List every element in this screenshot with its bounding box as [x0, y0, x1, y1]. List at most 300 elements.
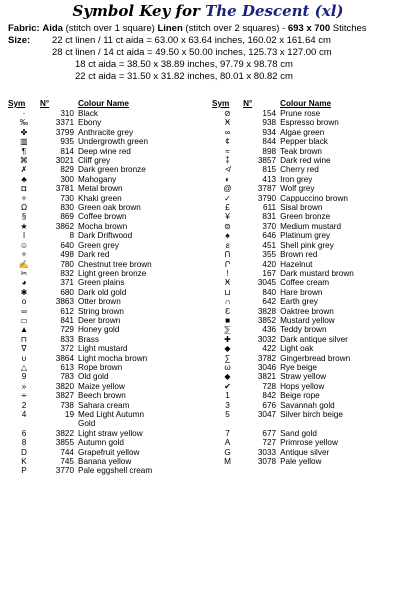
table-row	[212, 382, 416, 391]
thread-number-cell: 3857	[257, 156, 277, 166]
symbol-cell: ■	[225, 315, 231, 325]
thread-number-cell: 498	[60, 250, 74, 260]
table-row	[212, 363, 416, 372]
size-line-1: 22 ct linen / 11 ct aida = 63.00 x 63.64 inches, 160.02 x 161.64 cm	[52, 35, 331, 46]
colour-name-cell: String brown	[78, 306, 124, 316]
symbol-cell: 8	[21, 438, 27, 448]
colour-name-cell: Undergrowth green	[78, 137, 149, 147]
symbol-cell: Ր	[224, 259, 231, 269]
colour-name-cell: Mustard yellow	[280, 315, 335, 325]
table-row	[8, 231, 218, 240]
symbol-cell: ⅀	[224, 325, 231, 335]
thread-number-cell: 436	[262, 325, 277, 335]
table-row	[8, 401, 218, 410]
table-row	[8, 316, 218, 325]
header-sym: Sym	[212, 99, 230, 108]
thread-number-cell: 8	[69, 231, 74, 241]
table-row	[212, 241, 416, 250]
thread-number-cell: 3770	[55, 466, 74, 476]
thread-number-cell: 613	[60, 362, 74, 372]
thread-number-cell: 934	[262, 127, 277, 137]
symbol-cell: ✱	[20, 287, 28, 297]
thread-number-cell: 815	[262, 165, 277, 175]
colour-name-cell: Coffee brown	[78, 212, 127, 222]
thread-number-cell: 300	[60, 174, 74, 184]
symbol-cell: ‰	[19, 118, 29, 128]
table-row	[212, 401, 416, 410]
thread-number-cell: 646	[262, 231, 277, 241]
colour-name-cell: Prune rose	[280, 109, 321, 118]
symbol-cell: ≈	[225, 146, 230, 156]
table-row	[212, 354, 416, 363]
colour-name-cell: Deep wine red	[78, 146, 131, 156]
thread-number-cell: 840	[262, 287, 277, 297]
table-row	[8, 363, 218, 372]
colour-name-cell: Cherry red	[280, 165, 319, 175]
symbol-cell: ·	[22, 109, 26, 118]
symbol-cell: ★	[20, 221, 28, 231]
colour-name-cell: Dark antique silver	[280, 334, 348, 344]
symbol-cell: D	[21, 447, 27, 457]
symbol-cell: △	[20, 362, 28, 372]
page-title	[0, 2, 416, 20]
header-sym: Sym	[8, 99, 26, 108]
colour-name-cell: Gingerbread brown	[280, 353, 351, 363]
table-row	[212, 457, 416, 466]
thread-number-cell: 727	[262, 438, 277, 448]
thread-number-cell: 3862	[55, 221, 74, 231]
colour-name-cell: Metal brown	[78, 184, 123, 194]
colour-name-cell: Brown red	[280, 250, 318, 260]
thread-number-cell: 814	[60, 146, 74, 156]
table-row	[212, 429, 416, 438]
colour-name-cell: Mocha brown	[78, 221, 128, 231]
thread-number-cell: 3078	[257, 457, 277, 467]
thread-number-cell: 3855	[55, 438, 74, 448]
colour-name-cell: Dark green bronze	[78, 165, 146, 175]
table-row	[8, 354, 218, 363]
thread-number-cell: 612	[60, 306, 74, 316]
symbol-cell: υ	[21, 353, 27, 363]
table-row	[212, 222, 416, 231]
symbol-cell: ∞	[224, 127, 231, 137]
fabric-aida: Aida	[42, 23, 63, 34]
thread-number-cell: 3781	[55, 184, 74, 194]
symbol-cell: 7	[225, 428, 230, 438]
table-row	[8, 457, 218, 466]
symbol-cell: Ո	[224, 250, 231, 260]
size-label: Size:	[8, 35, 31, 46]
colour-name-cell: Med Light Autumn	[78, 410, 144, 419]
thread-number-cell: 422	[262, 344, 277, 354]
thread-number-cell: 3822	[55, 428, 74, 438]
thread-number-cell	[40, 419, 78, 428]
table-row	[8, 382, 218, 391]
thread-number-cell: 3827	[55, 391, 74, 401]
symbol-cell: 3	[225, 400, 230, 410]
symbol-cell: »	[21, 381, 27, 391]
table-row	[212, 307, 416, 316]
thread-number-cell: 3864	[55, 353, 74, 363]
symbol-cell: ✗	[20, 165, 28, 175]
colour-name-cell: Primrose yellow	[280, 438, 338, 448]
colour-name-cell: Honey gold	[78, 325, 120, 335]
table-row	[8, 212, 218, 221]
table-row	[212, 344, 416, 353]
table-row	[212, 250, 416, 259]
table-row	[8, 250, 218, 259]
table-row	[8, 156, 218, 165]
table-row	[8, 288, 218, 297]
thread-number-cell: 370	[262, 221, 277, 231]
colour-name-cell: Iron grey	[280, 174, 313, 184]
stitch-label: Stitches	[332, 23, 367, 34]
symbol-cell: P	[21, 466, 27, 476]
colour-name-cell: Silver birch beige	[280, 410, 343, 419]
table-row	[212, 335, 416, 344]
symbol-cell	[8, 419, 40, 428]
symbol-cell: ◐	[225, 174, 231, 184]
colour-name-cell: Medium mustard	[280, 221, 342, 231]
symbol-cell: @	[223, 184, 232, 194]
symbol-cell: ⊔	[224, 287, 231, 297]
thread-number-cell: 451	[262, 240, 277, 250]
thread-number-cell: 3045	[257, 278, 277, 288]
thread-number-cell: 869	[60, 212, 74, 222]
table-row	[8, 269, 218, 278]
table-row	[8, 391, 218, 400]
colour-name-cell: Mahogany	[78, 174, 117, 184]
colour-name-cell: Sand gold	[280, 428, 317, 438]
table-row	[212, 288, 416, 297]
symbol-cell: ƨ	[225, 240, 230, 250]
symbol-cell: ⁑	[225, 156, 230, 166]
symbol-cell: 1	[225, 391, 230, 401]
size-line-2: 28 ct linen / 14 ct aida = 49.50 x 50.00 inches, 125.73 x 127.00 cm	[52, 47, 332, 58]
colour-name-cell: Coffee cream	[280, 278, 330, 288]
colour-name-cell: Light oak	[280, 344, 314, 354]
fabric-linen-note: (stitch over 2 squares) -	[185, 23, 286, 34]
symbol-cell: 9	[21, 372, 27, 382]
fabric-line	[8, 23, 367, 34]
table-row	[8, 109, 218, 118]
header-num: N°	[40, 99, 50, 108]
symbol-cell: ∻	[20, 391, 28, 401]
symbol-cell: §	[21, 212, 27, 222]
colour-name-cell: Antique silver	[280, 447, 330, 457]
thread-number-cell: 842	[262, 391, 277, 401]
colour-name-cell: Green bronze	[280, 212, 331, 222]
thread-number-cell: 611	[263, 203, 277, 213]
thread-number-cell: 413	[262, 174, 277, 184]
symbol-cell: ✧	[20, 193, 28, 203]
symbol-cell: ◆	[224, 372, 231, 382]
symbol-cell: G	[224, 447, 231, 457]
colour-name-cell: Light mustard	[78, 344, 128, 354]
thread-number-cell: 844	[262, 137, 277, 147]
table-row	[8, 419, 218, 428]
table-row	[8, 194, 218, 203]
symbol-cell	[212, 419, 243, 428]
thread-number-cell: 729	[60, 325, 74, 335]
symbol-cell: 4	[21, 410, 27, 419]
symbol-table-left	[8, 99, 218, 476]
table-row	[212, 438, 416, 447]
symbol-cell: ⊓	[20, 334, 28, 344]
table-row	[212, 419, 416, 428]
symbol-cell: ✔	[224, 381, 231, 391]
symbol-cell: ≮	[225, 165, 230, 175]
table-row	[212, 165, 416, 174]
table-row	[212, 137, 416, 146]
header-name: Colour Name	[280, 99, 332, 108]
colour-name-cell: Wolf grey	[280, 184, 315, 194]
thread-number-cell: 935	[60, 137, 74, 147]
thread-number-cell: 728	[262, 381, 277, 391]
table-row	[8, 307, 218, 316]
thread-number-cell: 154	[262, 109, 277, 118]
symbol-cell: ¶	[21, 146, 27, 156]
colour-name-cell: Light mocha brown	[78, 353, 148, 363]
thread-number-cell: 783	[60, 372, 74, 382]
symbol-cell: ¢	[225, 137, 230, 147]
colour-name-cell: Rye beige	[280, 362, 317, 372]
colour-name-cell: Sahara cream	[78, 400, 130, 410]
thread-number-cell: 3782	[257, 353, 277, 363]
table-row	[8, 448, 218, 457]
thread-number-cell: 3371	[55, 118, 74, 128]
thread-number-cell: 310	[60, 109, 74, 118]
symbol-cell: ✍	[18, 259, 30, 269]
colour-name-cell: Espresso brown	[280, 118, 339, 128]
colour-name-cell: Grapefruit yellow	[78, 447, 140, 457]
symbol-cell: ∞	[21, 306, 27, 316]
table-row	[212, 410, 416, 419]
symbol-cell: ♣	[21, 174, 27, 184]
table-row	[212, 118, 416, 127]
thread-number-cell: 898	[262, 146, 277, 156]
thread-number-cell: 3047	[257, 410, 277, 419]
table-row	[212, 391, 416, 400]
pattern-name: The Descent (xl)	[205, 2, 344, 20]
colour-name-cell: Cappuccino brown	[280, 193, 348, 203]
colour-name-cell: Light green bronze	[78, 268, 147, 278]
colour-name-cell: Anthracite grey	[78, 127, 134, 137]
thread-number-cell: 3852	[257, 315, 277, 325]
table-row	[212, 297, 416, 306]
colour-name-cell: Rope brown	[78, 362, 123, 372]
table-row	[8, 118, 218, 127]
symbol-cell: o	[21, 297, 27, 307]
table-row	[8, 175, 218, 184]
thread-number-cell: 3863	[55, 297, 74, 307]
symbol-cell: Ω	[20, 203, 28, 213]
thread-number-cell: 730	[60, 193, 74, 203]
colour-name-cell: Ebony	[78, 118, 102, 128]
table-row	[212, 175, 416, 184]
table-row	[8, 128, 218, 137]
symbol-cell: ⌘	[19, 156, 29, 166]
thread-number-cell: 3787	[257, 184, 277, 194]
symbol-cell: ∇	[21, 344, 27, 354]
thread-number-cell: 3046	[257, 362, 277, 372]
symbol-cell: Ӿ	[224, 278, 231, 288]
table-row	[212, 448, 416, 457]
colour-name-cell: Algae green	[280, 127, 325, 137]
symbol-cell: ⊜	[224, 221, 231, 231]
fabric-linen: Linen	[157, 23, 183, 34]
table-row	[212, 128, 416, 137]
thread-number-cell: 3033	[257, 447, 277, 457]
colour-name-cell: Dark old gold	[78, 287, 127, 297]
symbol-cell: 5	[225, 410, 230, 419]
symbol-cell: ◕	[21, 278, 27, 288]
colour-name-cell: Deer brown	[78, 315, 121, 325]
colour-name-cell: Cliff grey	[78, 156, 111, 166]
colour-name-cell: Old gold	[78, 372, 109, 382]
colour-name-cell: Green plains	[78, 278, 125, 288]
symbol-cell: ¥	[225, 212, 230, 222]
symbol-cell: A	[224, 438, 231, 448]
symbol-cell: 6	[21, 428, 27, 438]
table-header	[212, 99, 416, 109]
symbol-cell: ✓	[224, 193, 231, 203]
thread-number-cell: 841	[60, 315, 74, 325]
table-row	[212, 147, 416, 156]
symbol-cell: ω	[224, 362, 231, 372]
thread-number-cell: 680	[60, 287, 74, 297]
symbol-cell: ∑	[224, 353, 231, 363]
thread-number-cell: 19	[64, 410, 74, 419]
colour-name-cell: Green oak brown	[78, 203, 141, 213]
colour-name-cell: Otter brown	[78, 297, 121, 307]
colour-name-cell	[280, 419, 416, 428]
colour-name-cell: Savannah gold	[280, 400, 335, 410]
symbol-cell: ✤	[20, 127, 28, 137]
colour-name-cell: Pepper black	[280, 137, 328, 147]
header-num: N°	[243, 99, 253, 108]
symbol-cell: !	[226, 268, 229, 278]
thread-number-cell: 676	[262, 400, 277, 410]
colour-name-cell: Teak brown	[280, 146, 322, 156]
table-row	[8, 410, 218, 419]
thread-number-cell: 3821	[257, 372, 277, 382]
table-row	[212, 372, 416, 381]
thread-number-cell: 832	[60, 268, 74, 278]
symbol-cell: ◘	[21, 184, 27, 194]
thread-number-cell: 3799	[55, 127, 74, 137]
colour-name-cell: Banana yellow	[78, 457, 132, 467]
symbol-cell: Ɩ	[23, 231, 25, 241]
table-row	[212, 231, 416, 240]
thread-number-cell: 938	[262, 118, 277, 128]
fabric-aida-note: (stitch over 1 square)	[65, 23, 155, 34]
colour-name-cell: Maize yellow	[78, 381, 125, 391]
table-row	[8, 297, 218, 306]
thread-number-cell: 642	[262, 297, 277, 307]
table-row	[212, 278, 416, 287]
symbol-cell: ∩	[224, 297, 231, 307]
thread-number-cell: 420	[262, 259, 277, 269]
table-row	[212, 203, 416, 212]
symbol-cell: ✚	[224, 334, 231, 344]
symbol-cell: ✂	[20, 268, 28, 278]
table-row	[8, 165, 218, 174]
table-row	[212, 184, 416, 193]
table-row	[8, 260, 218, 269]
colour-name-cell: Sisal brown	[280, 203, 323, 213]
table-row	[8, 466, 218, 475]
colour-name-cell: Beech brown	[78, 391, 126, 401]
colour-name-cell: Khaki green	[78, 193, 122, 203]
table-row	[212, 212, 416, 221]
table-row	[8, 344, 218, 353]
symbol-table-right	[212, 99, 416, 466]
colour-name-cell: Dark Driftwood	[78, 231, 133, 241]
symbol-cell: ☺	[19, 240, 29, 250]
size-line-4: 22 ct aida = 31.50 x 31.82 inches, 80.01 x 80.82 cm	[75, 71, 293, 82]
symbol-cell: M	[224, 457, 231, 467]
colour-name-cell: Green grey	[78, 240, 119, 250]
symbol-cell: ▥	[20, 137, 28, 147]
thread-number-cell: 167	[262, 268, 277, 278]
stitch-count: 693 x 700	[287, 23, 331, 34]
table-row	[8, 241, 218, 250]
table-row	[212, 316, 416, 325]
colour-name-cell: Black	[78, 109, 99, 118]
colour-name-cell: Dark mustard brown	[280, 268, 354, 278]
thread-number-cell: 780	[60, 259, 74, 269]
table-row	[8, 335, 218, 344]
table-row	[8, 278, 218, 287]
symbol-cell: £	[225, 203, 230, 213]
symbol-cell: K	[21, 457, 27, 467]
thread-number-cell: 3790	[257, 193, 277, 203]
table-row	[212, 156, 416, 165]
thread-number-cell: 744	[60, 447, 74, 457]
table-row	[8, 222, 218, 231]
table-row	[8, 203, 218, 212]
table-row	[8, 372, 218, 381]
table-header	[8, 99, 218, 109]
colour-name-cell: Hazelnut	[280, 259, 313, 269]
thread-number-cell: 745	[60, 457, 74, 467]
thread-number-cell: 677	[262, 428, 277, 438]
thread-number-cell: 738	[60, 400, 74, 410]
table-row	[8, 137, 218, 146]
colour-name-cell: Hops yellow	[280, 381, 325, 391]
symbol-cell: 2	[21, 400, 27, 410]
table-row	[8, 429, 218, 438]
size-label-line	[8, 35, 30, 46]
colour-name-cell: Dark red wine	[280, 156, 331, 166]
table-row	[8, 325, 218, 334]
table-row	[212, 269, 416, 278]
thread-number-cell: 830	[60, 203, 74, 213]
thread-number-cell: 371	[60, 278, 74, 288]
fabric-label: Fabric:	[8, 23, 40, 34]
thread-number-cell: 3820	[55, 381, 74, 391]
thread-number-cell: 3021	[55, 156, 74, 166]
symbol-cell: ♠	[225, 231, 230, 241]
colour-name-cell: Earth grey	[280, 297, 318, 307]
colour-name-cell: Autumn gold	[78, 438, 124, 448]
table-row	[212, 109, 416, 118]
symbol-cell: ⊘	[224, 109, 231, 118]
thread-number-cell: 372	[60, 344, 74, 354]
symbol-cell: ▲	[19, 325, 29, 335]
colour-name-cell: Pale eggshell cream	[78, 466, 153, 476]
